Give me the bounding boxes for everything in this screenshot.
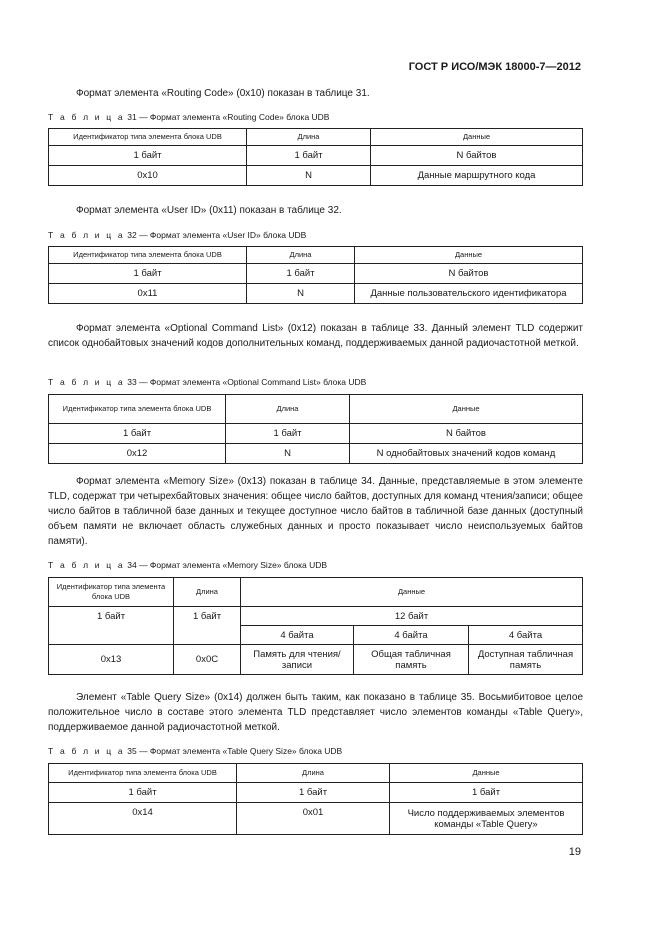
caption-prefix: Т а б л и ц а: [48, 377, 125, 387]
paragraph-memory-size: Формат элемента «Memory Size» (0x13) показан в таблице 34. Данные, представляемые в этом элементе TLD, содержат три четырехбайтовых значения: общее число байтов, доступных для команд чтения/записи; общее число байтов в табличной базе данных и текущее доступное число байтов в табличной базе данных (доступный объем памяти не включает область служебных данных и просто показывает число неиспользуемых байтов памяти).: [48, 476, 583, 547]
table-cell: 0x0C: [174, 645, 241, 675]
table-cell: 0x12: [49, 444, 226, 464]
caption-prefix: Т а б л и ц а: [48, 560, 125, 570]
caption-text: 34 — Формат элемента «Memory Size» блока UDB: [127, 560, 328, 570]
table-row: [49, 645, 583, 675]
table-35-caption: [48, 746, 342, 756]
table-header-row: [49, 578, 583, 607]
table-row: [49, 424, 583, 444]
header-cell: Данные: [355, 247, 583, 264]
table-cell: N байтов: [371, 146, 583, 166]
table-cell: 12 байт: [241, 607, 583, 626]
table-cell: N: [226, 444, 350, 464]
table-cell: 1 байт: [49, 607, 174, 645]
table-cell: 4 байта: [241, 626, 354, 645]
header-cell: Длина: [247, 247, 355, 264]
header-cell: Длина: [174, 578, 241, 607]
caption-prefix: Т а б л и ц а: [48, 230, 125, 240]
table-row: [49, 607, 583, 626]
header-cell: Идентификатор типа элемента блока UDB: [49, 578, 174, 607]
table-cell: Данные маршрутного кода: [371, 166, 583, 186]
caption-text: 35 — Формат элемента «Table Query Size» блока UDB: [127, 746, 343, 756]
header-cell: Длина: [237, 764, 390, 783]
table-31-caption: [48, 112, 329, 122]
table-header-row: [49, 764, 583, 783]
table-cell: 4 байта: [469, 626, 583, 645]
header-cell: Идентификатор типа элемента блока UDB: [49, 247, 247, 264]
table-row: [49, 264, 583, 284]
header-cell: Длина: [247, 129, 371, 146]
header-cell: Данные: [241, 578, 583, 607]
table-34-caption: [48, 560, 327, 570]
caption-text: 32 — Формат элемента «User ID» блока UDB: [127, 230, 307, 240]
header-cell: Данные: [371, 129, 583, 146]
page-number: 19: [568, 846, 581, 858]
table-cell: N байтов: [355, 264, 583, 284]
table-row: [49, 166, 583, 186]
table-cell: Число поддерживаемых элементов команды «Table Query»: [390, 803, 583, 835]
header-cell: Данные: [390, 764, 583, 783]
table-32: [48, 246, 583, 304]
paragraph-routing-code: Формат элемента «Routing Code» (0x10) показан в таблице 31.: [76, 88, 370, 99]
table-header-row: [49, 395, 583, 424]
table-row: [49, 803, 583, 835]
header-cell: Идентификатор типа элемента блока UDB: [49, 129, 247, 146]
table-row: [49, 783, 583, 803]
table-cell: 4 байта: [354, 626, 469, 645]
table-cell: 1 байт: [390, 783, 583, 803]
table-33: [48, 394, 583, 464]
table-cell: N байтов: [350, 424, 583, 444]
caption-text: 33 — Формат элемента «Optional Command List» блока UDB: [127, 377, 367, 387]
table-cell: 1 байт: [49, 264, 247, 284]
table-31: [48, 128, 583, 186]
header-cell: Идентификатор типа элемента блока UDB: [49, 395, 226, 424]
table-row: [49, 284, 583, 304]
header-cell: Длина: [226, 395, 350, 424]
table-cell: 0x14: [49, 803, 237, 835]
caption-text: 31 — Формат элемента «Routing Code» блока UDB: [127, 112, 330, 122]
table-cell: 1 байт: [226, 424, 350, 444]
table-cell: 1 байт: [237, 783, 390, 803]
table-cell: N однобайтовых значений кодов команд: [350, 444, 583, 464]
table-cell: N: [247, 284, 355, 304]
table-cell: 0x13: [49, 645, 174, 675]
caption-prefix: Т а б л и ц а: [48, 112, 125, 122]
table-cell: N: [247, 166, 371, 186]
caption-prefix: Т а б л и ц а: [48, 746, 125, 756]
table-34: [48, 577, 583, 675]
table-cell: 0x10: [49, 166, 247, 186]
header-cell: Идентификатор типа элемента блока UDB: [49, 764, 237, 783]
table-32-caption: [48, 230, 306, 240]
table-cell: 0x01: [237, 803, 390, 835]
table-cell: 1 байт: [49, 783, 237, 803]
table-cell: 1 байт: [247, 146, 371, 166]
paragraph-user-id: Формат элемента «User ID» (0x11) показан в таблице 32.: [76, 205, 342, 216]
table-cell: Память для чтения/записи: [241, 645, 354, 675]
table-cell: 1 байт: [247, 264, 355, 284]
table-cell: 1 байт: [174, 607, 241, 645]
table-row: [49, 146, 583, 166]
table-35: [48, 763, 583, 835]
document-header: ГОСТ Р ИСО/МЭК 18000-7—2012: [408, 61, 581, 73]
header-cell: Данные: [350, 395, 583, 424]
table-cell: 0x11: [49, 284, 247, 304]
table-cell: Доступная табличная память: [469, 645, 583, 675]
table-header-row: [49, 129, 583, 146]
table-cell: 1 байт: [49, 424, 226, 444]
table-row: [49, 444, 583, 464]
table-cell: Данные пользовательского идентификатора: [355, 284, 583, 304]
table-cell: Общая табличная память: [354, 645, 469, 675]
table-header-row: [49, 247, 583, 264]
paragraph-optional-command-list: Формат элемента «Optional Command List» (0x12) показан в таблице 33. Данный элемент TLD содержит список однобайтовых значений кодов дополнительных команд, поддерживаемых данной радиочастотной меткой.: [48, 323, 583, 349]
paragraph-table-query-size: Элемент «Table Query Size» (0x14) должен быть таким, как показано в таблице 35. Восьмибитовое целое положительное число в составе этого элемента TLD представляет число элементов команды «Table Query», поддерживаемое данной радиочастотной меткой.: [48, 692, 583, 733]
table-33-caption: [48, 377, 366, 387]
table-cell: 1 байт: [49, 146, 247, 166]
